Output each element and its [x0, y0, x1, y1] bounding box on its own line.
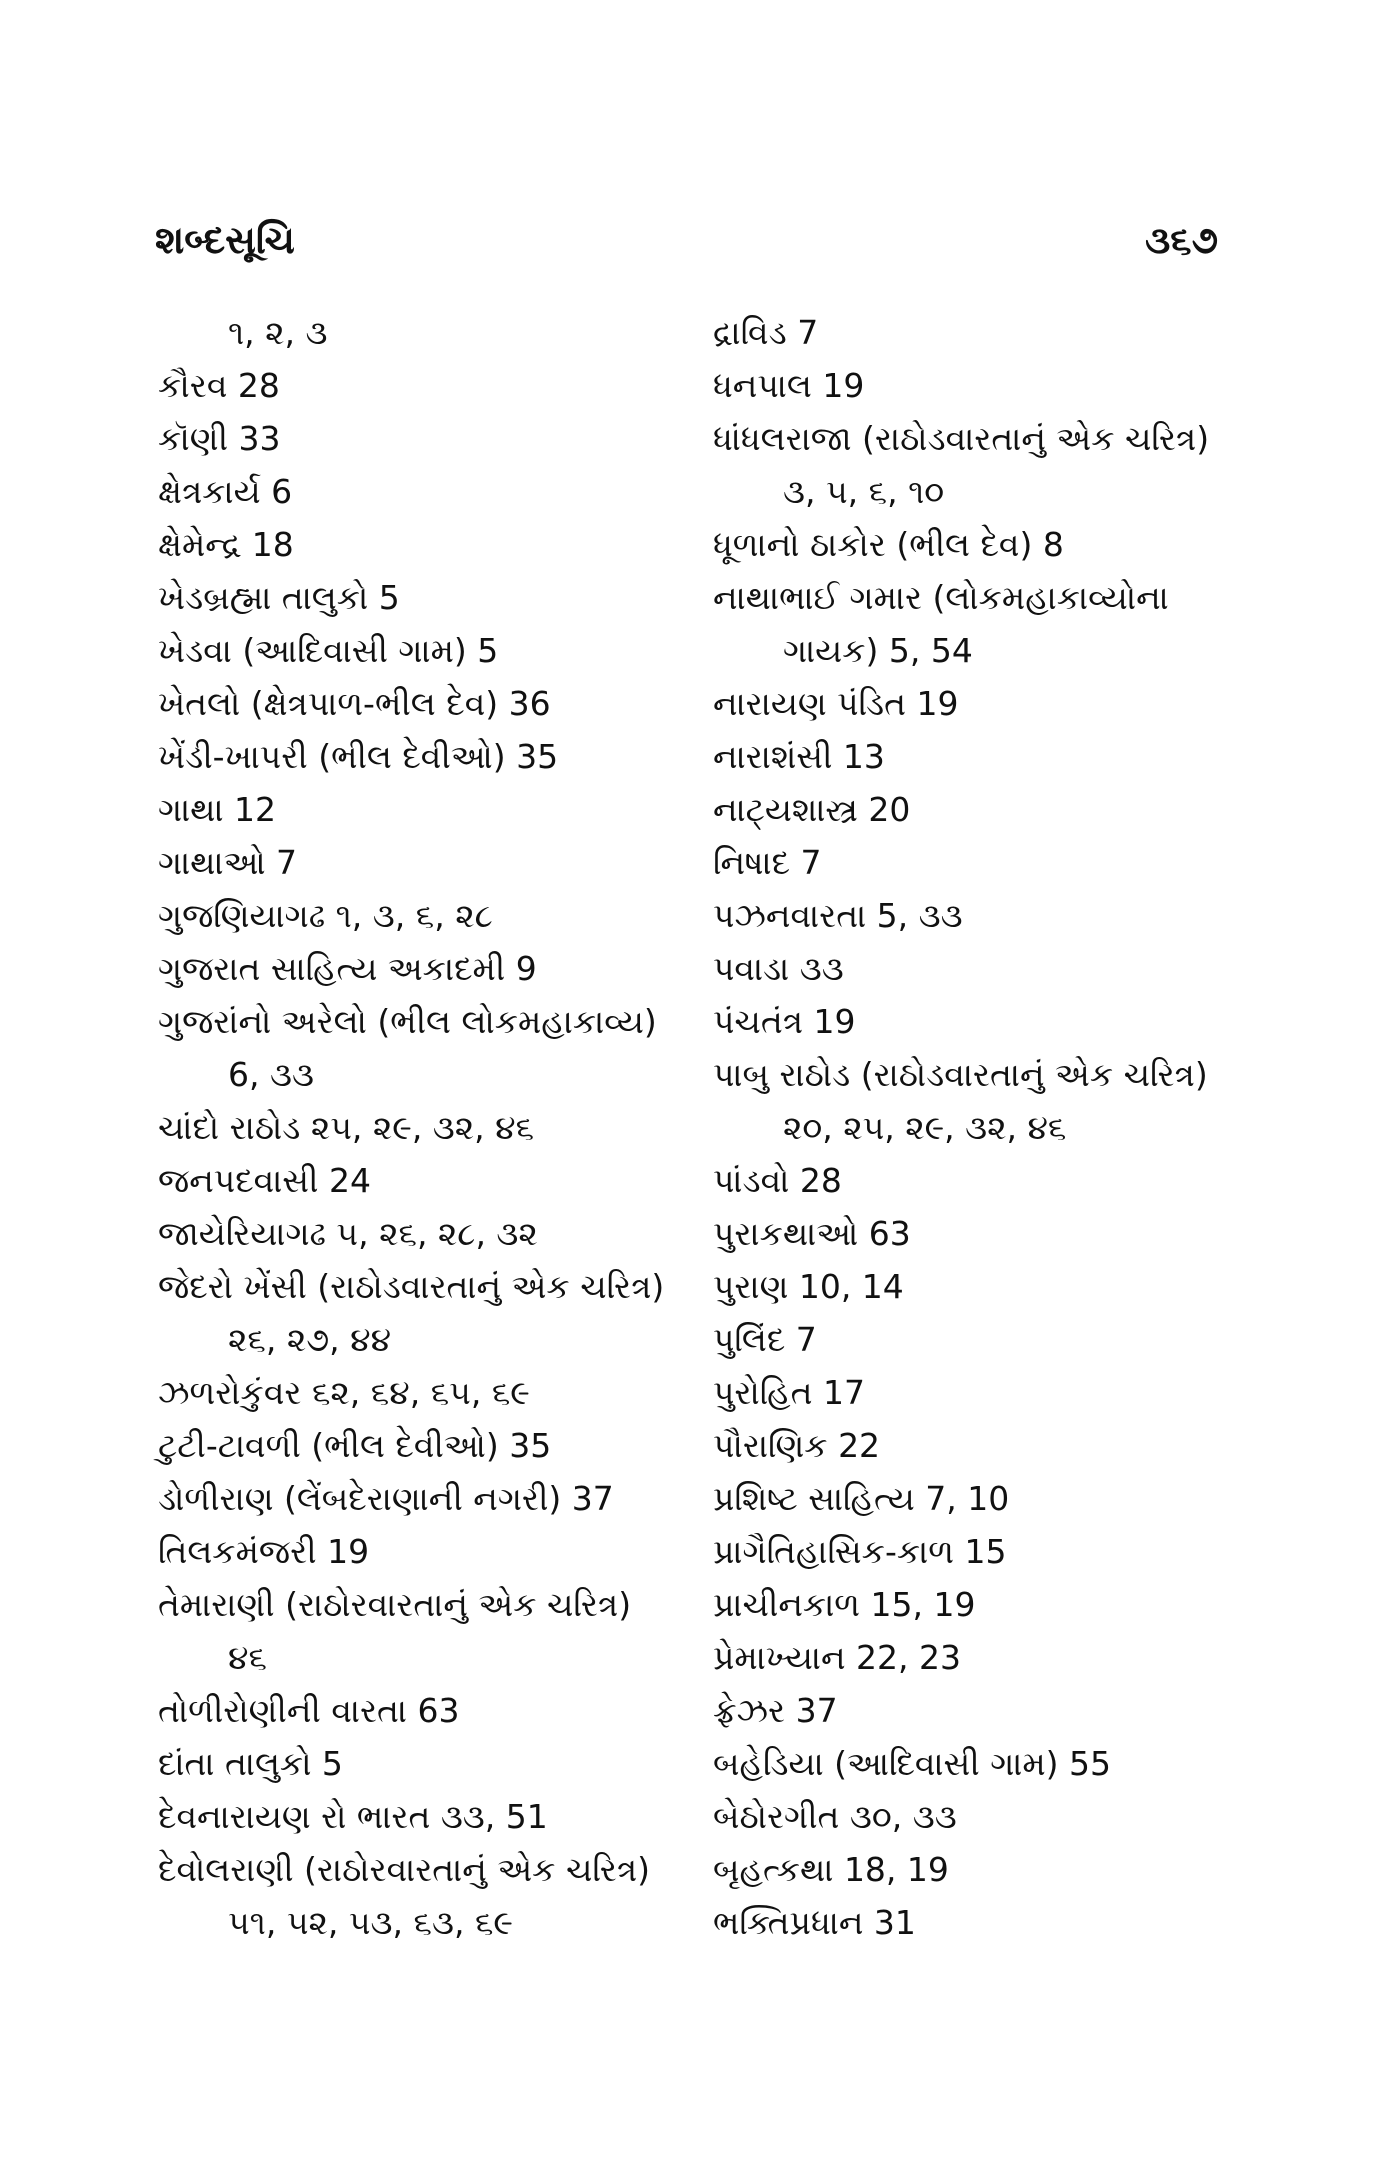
index-entry: પુરોહિત 17: [713, 1373, 866, 1412]
index-entry: ગુજણિયાગઢ ૧, ૩, ૬, ૨૮: [158, 896, 493, 935]
index-entry: ખેતલો (ક્ષેત્રપાળ-ભીલ દેવ) 36: [158, 684, 551, 723]
index-entry: ખેંડી-ખાપરી (ભીલ દેવીઓ) 35: [158, 737, 559, 776]
index-entry: ગાથા 12: [158, 790, 277, 829]
index-entry-continuation: ૧, ૨, ૩: [228, 313, 328, 352]
index-entry: પુલિંદ 7: [713, 1320, 817, 1359]
index-entry: ગાથાઓ 7: [158, 843, 298, 882]
index-entry: ક્ષેમેન્દ્ર 18: [158, 525, 294, 564]
index-entry: પ્રાચીનકાળ 15, 19: [713, 1585, 976, 1624]
index-entry: ફ્રેઝર 37: [713, 1691, 838, 1730]
index-entry: પવાડા ૩૩: [713, 949, 844, 988]
index-entry-continuation: ૨૦, ૨૫, ૨૯, ૩૨, ૪૬: [783, 1108, 1067, 1147]
index-entry: કૌરવ 28: [158, 366, 280, 405]
index-entry: પાંડવો 28: [713, 1161, 842, 1200]
index-entry: જેદરો ખેંસી (રાઠોડવારતાનું એક ચરિત્ર): [158, 1267, 665, 1306]
index-entry-continuation: ૪૬: [228, 1638, 267, 1677]
index-entry: દ્રાવિડ 7: [713, 313, 819, 352]
index-entry: નારાયણ પંડિત 19: [713, 684, 959, 723]
index-entry: બૃહત્કથા 18, 19: [713, 1850, 949, 1889]
index-entry: પુરાકથાઓ 63: [713, 1214, 911, 1253]
index-entry: પ્રશિષ્ટ સાહિત્ય 7, 10: [713, 1479, 1010, 1518]
index-entry-continuation: ૩, ૫, ૬, ૧૦: [783, 472, 945, 511]
index-entry: તિલકમંજરી 19: [158, 1532, 370, 1571]
index-entry: ટુટી-ટાવળી (ભીલ દેવીઓ) 35: [158, 1426, 552, 1465]
index-entry: દેવનારાયણ રો ભારત ૩૩, 51: [158, 1797, 548, 1836]
index-entry: ધૂળાનો ઠાકોર (ભીલ દેવ) 8: [713, 525, 1064, 564]
index-entry: પ્રેમાખ્યાન 22, 23: [713, 1638, 961, 1677]
index-entry: ગુજરાંનો અરેલો (ભીલ લોકમહાકાવ્ય): [158, 1002, 657, 1041]
index-entry-continuation: ૫૧, ૫૨, ૫૩, ૬૩, ૬૯: [228, 1903, 513, 1942]
page-number: ૩૬૭: [1145, 218, 1218, 262]
index-entry: પુરાણ 10, 14: [713, 1267, 904, 1306]
index-column-left: [158, 306, 718, 1949]
index-entry: પંચતંત્ર 19: [713, 1002, 856, 1041]
index-entry: ડોળીરાણ (લેંબદેરાણાની નગરી) 37: [158, 1479, 614, 1518]
index-entry: જાયેરિયાગઢ ૫, ૨૬, ૨૮, ૩૨: [158, 1214, 538, 1253]
index-entry: બેઠોરગીત ૩૦, ૩૩: [713, 1797, 957, 1836]
index-entry: ઝળરોકુંવર ૬૨, ૬૪, ૬૫, ૬૯: [158, 1373, 530, 1412]
index-entry: ખેડબ્રહ્મા તાલુકો 5: [158, 578, 400, 617]
index-entry: પૌરાણિક 22: [713, 1426, 881, 1465]
index-entry: તોળીરોણીની વારતા 63: [158, 1691, 460, 1730]
index-entry: દાંતા તાલુકો 5: [158, 1744, 343, 1783]
index-entry-continuation: ગાયક) 5, 54: [783, 631, 973, 670]
index-entry: ગુજરાત સાહિત્ય અકાદમી 9: [158, 949, 537, 988]
index-entry: ખેડવા (આદિવાસી ગામ) 5: [158, 631, 499, 670]
index-entry: કૉણી 33: [158, 419, 281, 458]
index-entry: નિષાદ 7: [713, 843, 822, 882]
index-entry: પાબુ રાઠોડ (રાઠોડવારતાનું એક ચરિત્ર): [713, 1055, 1208, 1094]
index-entry: પઝનવારતા 5, ૩૩: [713, 896, 963, 935]
index-column-right: [713, 306, 1233, 1949]
index-entry: દેવોલરાણી (રાઠોરવારતાનું એક ચરિત્ર): [158, 1850, 651, 1889]
index-entry-continuation: ૨૬, ૨૭, ૪૪: [228, 1320, 392, 1359]
index-entry: જનપદવાસી 24: [158, 1161, 371, 1200]
index-entry: નારાશંસી 13: [713, 737, 885, 776]
index-entry: પ્રાગૈતિહાસિક-કાળ 15: [713, 1532, 1007, 1571]
index-entry-continuation: 6, ૩૩: [228, 1055, 314, 1094]
running-header-title: શબ્દસૂચિ: [155, 218, 295, 262]
index-entry: નાથાભાઈ ગમાર (લોકમહાકાવ્યોના: [713, 578, 1169, 617]
index-entry: ધાંધલરાજા (રાઠોડવારતાનું એક ચરિત્ર): [713, 419, 1210, 458]
index-entry: નાટ્યશાસ્ત્ર 20: [713, 790, 911, 829]
index-entry: તેમારાણી (રાઠોરવારતાનું એક ચરિત્ર): [158, 1585, 632, 1624]
index-entry: ધનપાલ 19: [713, 366, 865, 405]
index-entry: ક્ષેત્રકાર્ય 6: [158, 472, 293, 511]
index-entry: ચાંદો રાઠોડ ૨૫, ૨૯, ૩૨, ૪૬: [158, 1108, 535, 1147]
index-entry: ભક્તિપ્રધાન 31: [713, 1903, 916, 1942]
index-entry: બહેડિયા (આદિવાસી ગામ) 55: [713, 1744, 1112, 1783]
